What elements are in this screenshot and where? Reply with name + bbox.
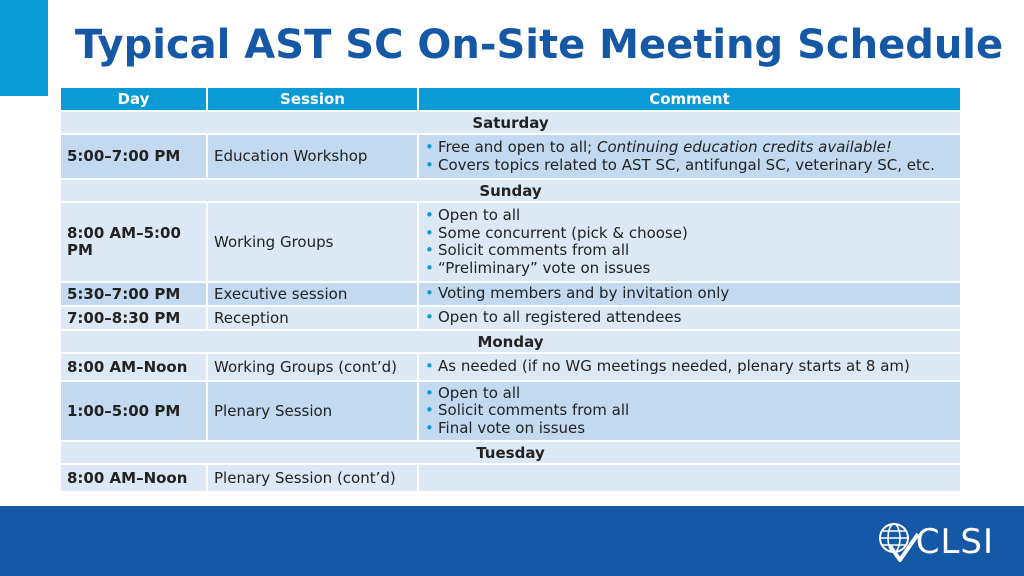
comment-list	[425, 309, 954, 327]
list-item	[425, 260, 954, 278]
session-cell: Education Workshop	[207, 134, 418, 179]
comment-cell	[418, 464, 961, 492]
table-row	[60, 202, 961, 282]
comment-text: Solicit comments from all	[438, 401, 630, 420]
comment-cell	[418, 306, 961, 330]
day-label: Monday	[60, 330, 961, 353]
footer-bar	[0, 506, 1024, 576]
page-title: Typical AST SC On-Site Meeting Schedule	[75, 22, 1004, 68]
comment-cell	[418, 353, 961, 381]
time-cell: 5:00–7:00 PM	[60, 134, 207, 179]
comment-list	[425, 358, 954, 376]
day-row	[60, 330, 961, 353]
table-row	[60, 353, 961, 381]
comment-cell	[418, 381, 961, 441]
comment-text: Open to all registered attendees	[438, 308, 682, 327]
schedule-table	[59, 86, 962, 493]
comment-text: Final vote on issues	[438, 418, 586, 437]
header-comment: Comment	[418, 87, 961, 111]
schedule-body	[60, 111, 961, 492]
comment-cell	[418, 202, 961, 282]
table-row	[60, 282, 961, 306]
corner-accent-bar	[0, 0, 48, 96]
time-cell: 7:00–8:30 PM	[60, 306, 207, 330]
comment-text: Covers topics related to AST SC, antifungal SC, veterinary SC, etc.	[438, 155, 935, 174]
time-cell: 1:00–5:00 PM	[60, 381, 207, 441]
time-cell: 8:00 AM–Noon	[60, 353, 207, 381]
comment-cell	[418, 282, 961, 306]
comment-list	[425, 139, 954, 174]
table-row	[60, 381, 961, 441]
comment-emphasis: Continuing education credits available!	[596, 138, 892, 156]
comment-text: Some concurrent (pick & choose)	[438, 223, 688, 242]
session-cell: Working Groups	[207, 202, 418, 282]
comment-text: Free and open to all;	[438, 138, 597, 156]
comment-text: As needed (if no WG meetings needed, plenary starts at 8 am)	[438, 357, 910, 376]
comment-text: Open to all	[438, 206, 521, 224]
list-item	[425, 385, 954, 403]
day-label: Sunday	[60, 179, 961, 202]
list-item	[425, 420, 954, 438]
list-item	[425, 207, 954, 225]
table-row	[60, 306, 961, 330]
comment-text: Voting members and by invitation only	[438, 284, 730, 303]
table-row	[60, 464, 961, 492]
time-cell: 8:00 AM–5:00 PM	[60, 202, 207, 282]
session-cell: Reception	[207, 306, 418, 330]
list-item	[425, 225, 954, 243]
comment-list	[425, 385, 954, 438]
comment-list	[425, 285, 954, 303]
logo-text: CLSI	[915, 522, 994, 562]
comment-cell	[418, 134, 961, 179]
header-day: Day	[60, 87, 207, 111]
session-cell: Plenary Session	[207, 381, 418, 441]
comment-text: “Preliminary” vote on issues	[438, 258, 651, 277]
day-row	[60, 441, 961, 464]
list-item	[425, 139, 954, 157]
table-row	[60, 134, 961, 179]
comment-list	[425, 207, 954, 277]
comment-text: Solicit comments from all	[438, 241, 630, 259]
day-label: Saturday	[60, 111, 961, 134]
header-session: Session	[207, 87, 418, 111]
time-cell: 8:00 AM–Noon	[60, 464, 207, 492]
day-row	[60, 179, 961, 202]
list-item	[425, 402, 954, 420]
clsi-logo	[876, 520, 994, 564]
list-item	[425, 242, 954, 260]
comment-text: Open to all	[438, 383, 521, 402]
session-cell: Working Groups (cont’d)	[207, 353, 418, 381]
time-cell: 5:30–7:00 PM	[60, 282, 207, 306]
list-item	[425, 285, 954, 303]
session-cell: Plenary Session (cont’d)	[207, 464, 418, 492]
globe-check-icon	[876, 520, 920, 564]
day-label: Tuesday	[60, 441, 961, 464]
list-item	[425, 309, 954, 327]
day-row	[60, 111, 961, 134]
list-item	[425, 358, 954, 376]
session-cell: Executive session	[207, 282, 418, 306]
table-header-row	[60, 87, 961, 111]
list-item	[425, 157, 954, 175]
